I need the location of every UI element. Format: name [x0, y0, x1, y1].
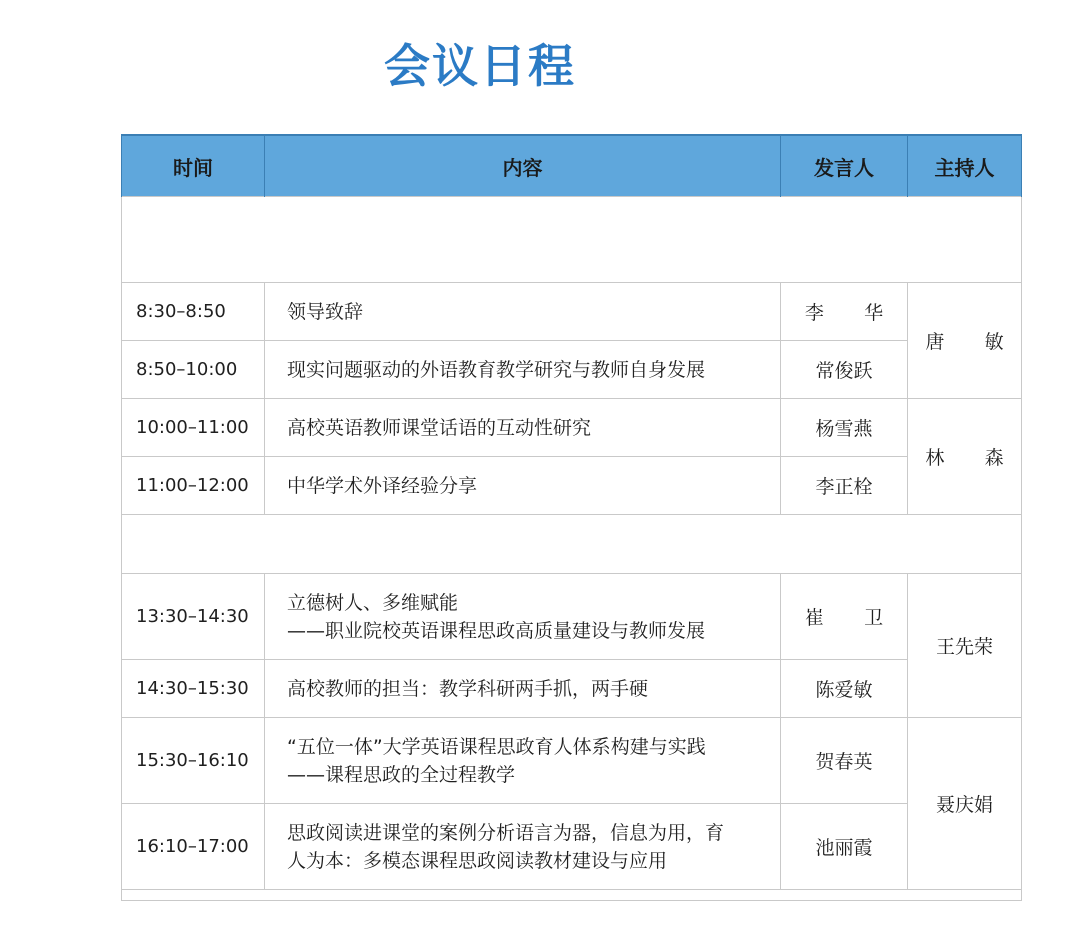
- table-row: [122, 399, 1022, 457]
- row-time: 14:30–15:30: [122, 660, 265, 718]
- row-host: 聂庆娟: [908, 718, 1022, 890]
- table-row: [122, 283, 1022, 341]
- session-gap-morning: [122, 197, 1022, 283]
- row-content: 现实问题驱动的外语教育教学研究与教师自身发展: [265, 341, 781, 399]
- row-speaker: 陈爱敏: [781, 660, 908, 718]
- row-host: 林 森: [908, 399, 1022, 515]
- row-time: 16:10–17:00: [122, 804, 265, 890]
- row-time: 8:50–10:00: [122, 341, 265, 399]
- row-content-line: 思政阅读进课堂的案例分析语言为器，信息为用，育: [287, 821, 725, 844]
- row-content: [265, 718, 781, 804]
- schedule-table: [121, 134, 1022, 901]
- session-gap-afternoon: [122, 515, 1022, 574]
- row-content: [265, 804, 781, 890]
- row-content-line: ——课程思政的全过程教学: [287, 763, 516, 786]
- row-content: [265, 574, 781, 660]
- row-speaker: 杨雪燕: [781, 399, 908, 457]
- row-time: 8:30–8:50: [122, 283, 265, 341]
- row-speaker: 李 华: [781, 283, 908, 341]
- row-time: 13:30–14:30: [122, 574, 265, 660]
- header-speaker: 发言人: [781, 135, 908, 197]
- table-row: [122, 660, 1022, 718]
- table-row: [122, 574, 1022, 660]
- header-content: 内容: [265, 135, 781, 197]
- row-speaker: 池丽霞: [781, 804, 908, 890]
- row-host: 唐 敏: [908, 283, 1022, 399]
- row-content: 高校教师的担当：教学科研两手抓，两手硬: [265, 660, 781, 718]
- row-host: 王先荣: [908, 574, 1022, 718]
- row-content-line: 人为本：多模态课程思政阅读教材建设与应用: [287, 849, 668, 872]
- row-time: 10:00–11:00: [122, 399, 265, 457]
- table-row: [122, 804, 1022, 890]
- page-title: 会议日程: [384, 39, 576, 93]
- table-row: [122, 341, 1022, 399]
- row-speaker: 崔 卫: [781, 574, 908, 660]
- row-content-line: ——职业院校英语课程思政高质量建设与教师发展: [287, 619, 706, 642]
- table-header-row: [122, 135, 1022, 197]
- row-content: 中华学术外译经验分享: [265, 457, 781, 515]
- row-speaker: 贺春英: [781, 718, 908, 804]
- header-host: 主持人: [908, 135, 1022, 197]
- row-speaker: 常俊跃: [781, 341, 908, 399]
- row-content-line: 立德树人、多维赋能: [287, 591, 459, 614]
- table-row: [122, 457, 1022, 515]
- row-content: 高校英语教师课堂话语的互动性研究: [265, 399, 781, 457]
- row-content: 领导致辞: [265, 283, 781, 341]
- header-time: 时间: [122, 135, 265, 197]
- row-time: 11:00–12:00: [122, 457, 265, 515]
- row-content-line: “五位一体”大学英语课程思政育人体系构建与实践: [287, 735, 706, 758]
- table-tail: [122, 890, 1022, 901]
- row-time: 15:30–16:10: [122, 718, 265, 804]
- row-speaker: 李正栓: [781, 457, 908, 515]
- table-row: [122, 718, 1022, 804]
